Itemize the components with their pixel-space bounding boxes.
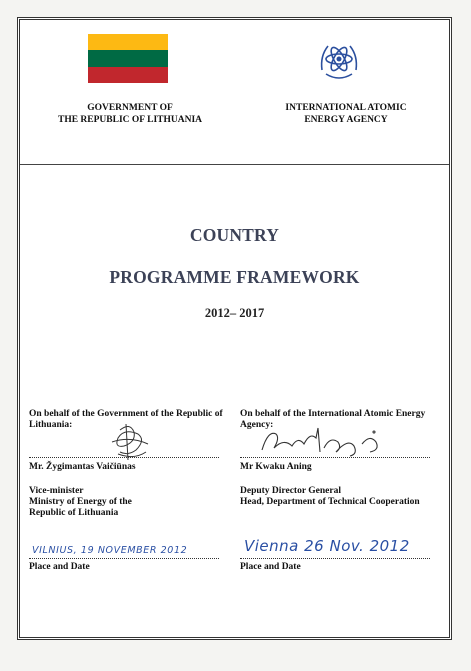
document-frame (17, 17, 452, 640)
left-handwritten-place-date: VILNIUS, 19 NOVEMBER 2012 (32, 545, 188, 556)
right-position-line-2: Head, Department of Technical Cooperation (240, 497, 420, 507)
left-place-date-line (29, 558, 219, 559)
right-handwritten-place-date: Vienna 26 Nov. 2012 (244, 537, 410, 555)
left-position (29, 486, 234, 519)
agency-name (251, 102, 441, 126)
government-line-2: THE REPUBLIC OF LITHUANIA (57, 115, 203, 125)
right-signatory-name: Mr Kwaku Aning (240, 462, 312, 472)
right-signature-line (240, 457, 430, 458)
government-line-1: GOVERNMENT OF (87, 103, 173, 113)
left-place-date-label: Place and Date (29, 562, 90, 572)
right-position (240, 486, 445, 508)
left-behalf-text: On behalf of the Government of the Republic of Lithuania: (29, 409, 223, 430)
left-signatory-name: Mr. Žygimantas Vaičiūnas (29, 462, 136, 472)
right-place-date-label: Place and Date (240, 562, 301, 572)
left-position-line-1: Vice-minister (29, 486, 84, 496)
right-behalf-text: On behalf of the International Atomic Energy Agency: (240, 409, 426, 430)
document-header (20, 20, 449, 165)
iaea-emblem-icon (316, 38, 362, 84)
programme-years: 2012– 2017 (204, 306, 265, 320)
title-line-2: PROGRAMME FRAMEWORK (109, 267, 360, 287)
title-line-1: COUNTRY (189, 225, 280, 245)
agency-line-1: INTERNATIONAL ATOMIC (285, 103, 407, 113)
left-signature-line (29, 457, 219, 458)
right-signature-icon (258, 424, 398, 460)
agency-line-2: ENERGY AGENCY (304, 115, 388, 125)
government-name (35, 102, 225, 126)
left-position-line-2: Ministry of Energy of the (29, 497, 132, 507)
lithuania-flag (88, 34, 168, 83)
right-position-line-1: Deputy Director General (240, 486, 341, 496)
left-position-line-3: Republic of Lithuania (29, 508, 119, 518)
right-place-date-line (240, 558, 430, 559)
